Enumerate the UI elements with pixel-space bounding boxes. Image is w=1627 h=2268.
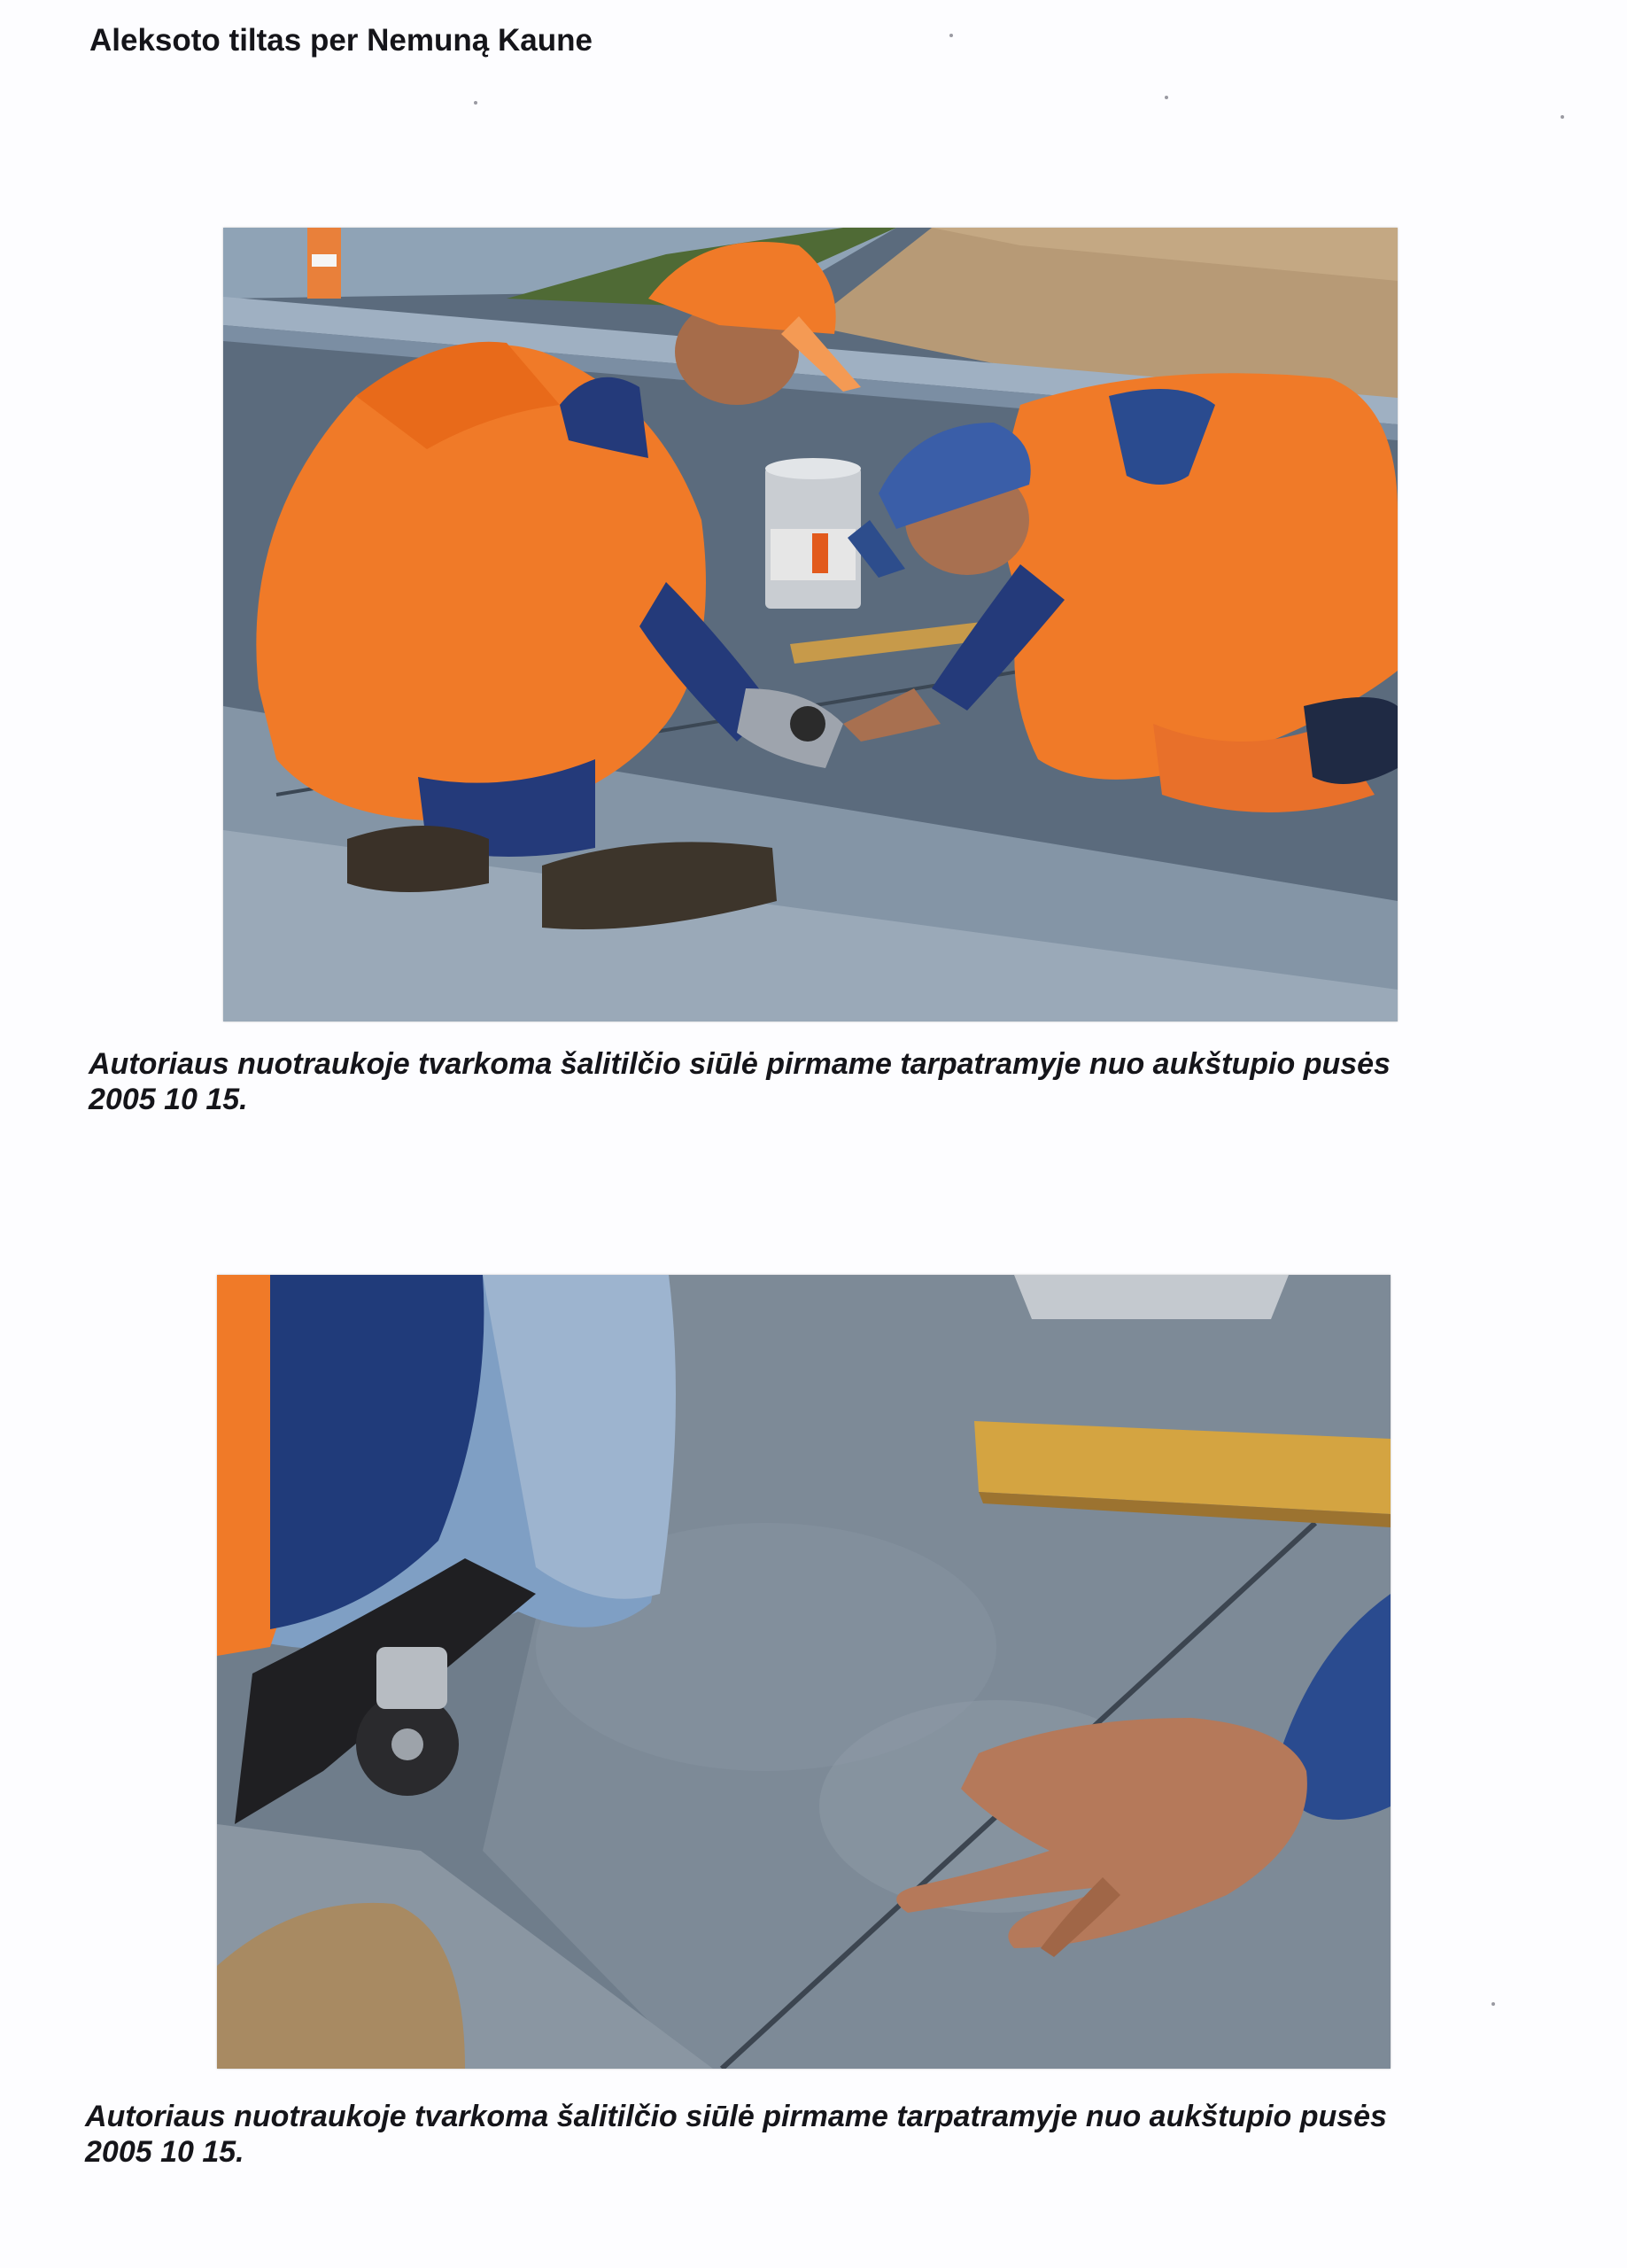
caption-text: Autoriaus nuotraukoje tvarkoma šalitilčio siūlė pirmame tarpatramyje nuo aukštupio pusės bbox=[89, 1047, 1391, 1081]
photo-closeup-illustration bbox=[217, 1275, 1391, 2069]
caption-date: 2005 10 15. bbox=[89, 1083, 248, 1116]
scan-speck bbox=[1165, 96, 1168, 99]
scan-speck bbox=[474, 101, 477, 105]
caption-date: 2005 10 15. bbox=[85, 2135, 244, 2169]
page-title: Aleksoto tiltas per Nemuną Kaune bbox=[89, 23, 593, 58]
scan-speck bbox=[1491, 2002, 1495, 2006]
photo-hand-pointing-joint bbox=[217, 1275, 1391, 2069]
caption-text: Autoriaus nuotraukoje tvarkoma šalitilčio siūlė pirmame tarpatramyje nuo aukštupio pusės bbox=[85, 2100, 1387, 2133]
photo-workers-illustration bbox=[223, 228, 1398, 1021]
scan-speck bbox=[1561, 115, 1564, 119]
photo-workers-sealing-joint bbox=[223, 228, 1398, 1021]
scan-speck bbox=[949, 34, 953, 37]
photo-caption bbox=[89, 1046, 1612, 1117]
photo-caption bbox=[85, 2099, 1608, 2170]
